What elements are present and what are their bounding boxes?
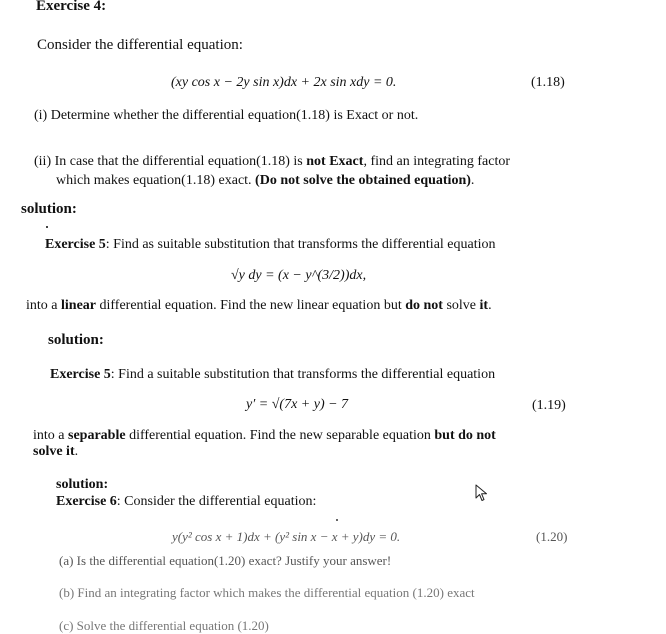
ex5b-line3-end: . xyxy=(74,444,79,459)
part-ii-text-a: (ii) In case that the differential equation(1.18) is xyxy=(34,154,307,169)
equation-5a: √y dy = (x − y^(3/2))dx, xyxy=(231,268,367,283)
exercise-4-title: Exercise 4: xyxy=(36,0,107,14)
ex5a-line2-c: solve xyxy=(442,298,480,313)
part-ii-line2-end: . xyxy=(470,173,475,188)
exercise-5a-solution-label: solution: xyxy=(48,332,104,348)
ex5b-line2-b: differential equation. Find the new separable equation xyxy=(125,428,435,443)
exercise-5a-line-2 xyxy=(26,298,492,314)
exercise-6-title: Exercise 6 xyxy=(56,494,117,509)
ex5a-line2-b: differential equation. Find the new linear equation but xyxy=(96,298,406,313)
part-ii-bold: not Exact xyxy=(306,154,364,169)
exercise-6-part-a: (a) Is the differential equation(1.20) exact? Justify your answer! xyxy=(59,553,392,568)
exercise-4-part-i: (i) Determine whether the differential equation(1.18) is Exact or not. xyxy=(34,108,419,123)
exercise-5a-line-1 xyxy=(45,237,496,253)
ex5a-line2-bold2: do not xyxy=(405,298,443,313)
speck xyxy=(336,519,338,521)
exercise-5a-text: : Find as suitable substitution that transforms the differential equation xyxy=(105,237,496,252)
part-ii-line2-bold: (Do not solve the obtained equation) xyxy=(255,173,471,188)
exercise-5b-text: : Find a suitable substitution that transforms the differential equation xyxy=(110,367,496,382)
exercise-5b-solution-label: solution: xyxy=(56,477,109,492)
exercise-5a-title: Exercise 5 xyxy=(45,237,106,252)
exercise-4-part-ii-line-1 xyxy=(34,154,510,170)
part-ii-text-b: , find an integrating factor xyxy=(363,154,510,169)
equation-1-20-number: (1.20) xyxy=(536,529,568,544)
ex5a-line2-bold3: it xyxy=(479,298,489,313)
ex5b-line3-bold: solve it xyxy=(33,444,75,459)
exercise-5b-line-2 xyxy=(33,428,496,444)
exercise-4-part-ii-line-2 xyxy=(56,173,474,189)
exercise-5b-title: Exercise 5 xyxy=(50,367,111,382)
ex5b-line2-bold2: but do not xyxy=(434,428,496,443)
equation-1-19-number: (1.19) xyxy=(532,398,566,413)
exercise-5b-line-3 xyxy=(33,444,78,460)
exercise-6-part-c: (c) Solve the differential equation (1.20) xyxy=(59,618,269,633)
mouse-pointer-icon xyxy=(475,484,489,502)
ex5a-line2-bold: linear xyxy=(61,298,96,313)
exercise-6-part-b: (b) Find an integrating factor which makes the differential equation (1.20) exact xyxy=(59,585,475,600)
equation-1-20: y(y² cos x + 1)dx + (y² sin x − x + y)dy = 0. xyxy=(172,529,401,544)
exercise-4-intro: Consider the differential equation: xyxy=(37,37,243,53)
part-ii-line2-text: which makes equation(1.18) exact. xyxy=(56,173,256,188)
speck xyxy=(46,226,48,228)
exercise-6-text: : Consider the differential equation: xyxy=(116,494,317,509)
ex5b-line2-a: into a xyxy=(33,428,68,443)
equation-1-18-number: (1.18) xyxy=(531,75,565,90)
equation-1-18: (xy cos x − 2y sin x)dx + 2x sin xdy = 0. xyxy=(171,75,397,90)
exercise-4-solution-label: solution: xyxy=(21,201,77,217)
ex5b-line2-bold: separable xyxy=(68,428,126,443)
ex5a-line2-end: . xyxy=(488,298,492,313)
ex5a-line2-a: into a xyxy=(26,298,61,313)
exercise-6-line-1 xyxy=(56,494,316,510)
equation-1-19: y′ = √(7x + y) − 7 xyxy=(246,397,349,412)
exercise-5b-line-1 xyxy=(50,367,495,383)
